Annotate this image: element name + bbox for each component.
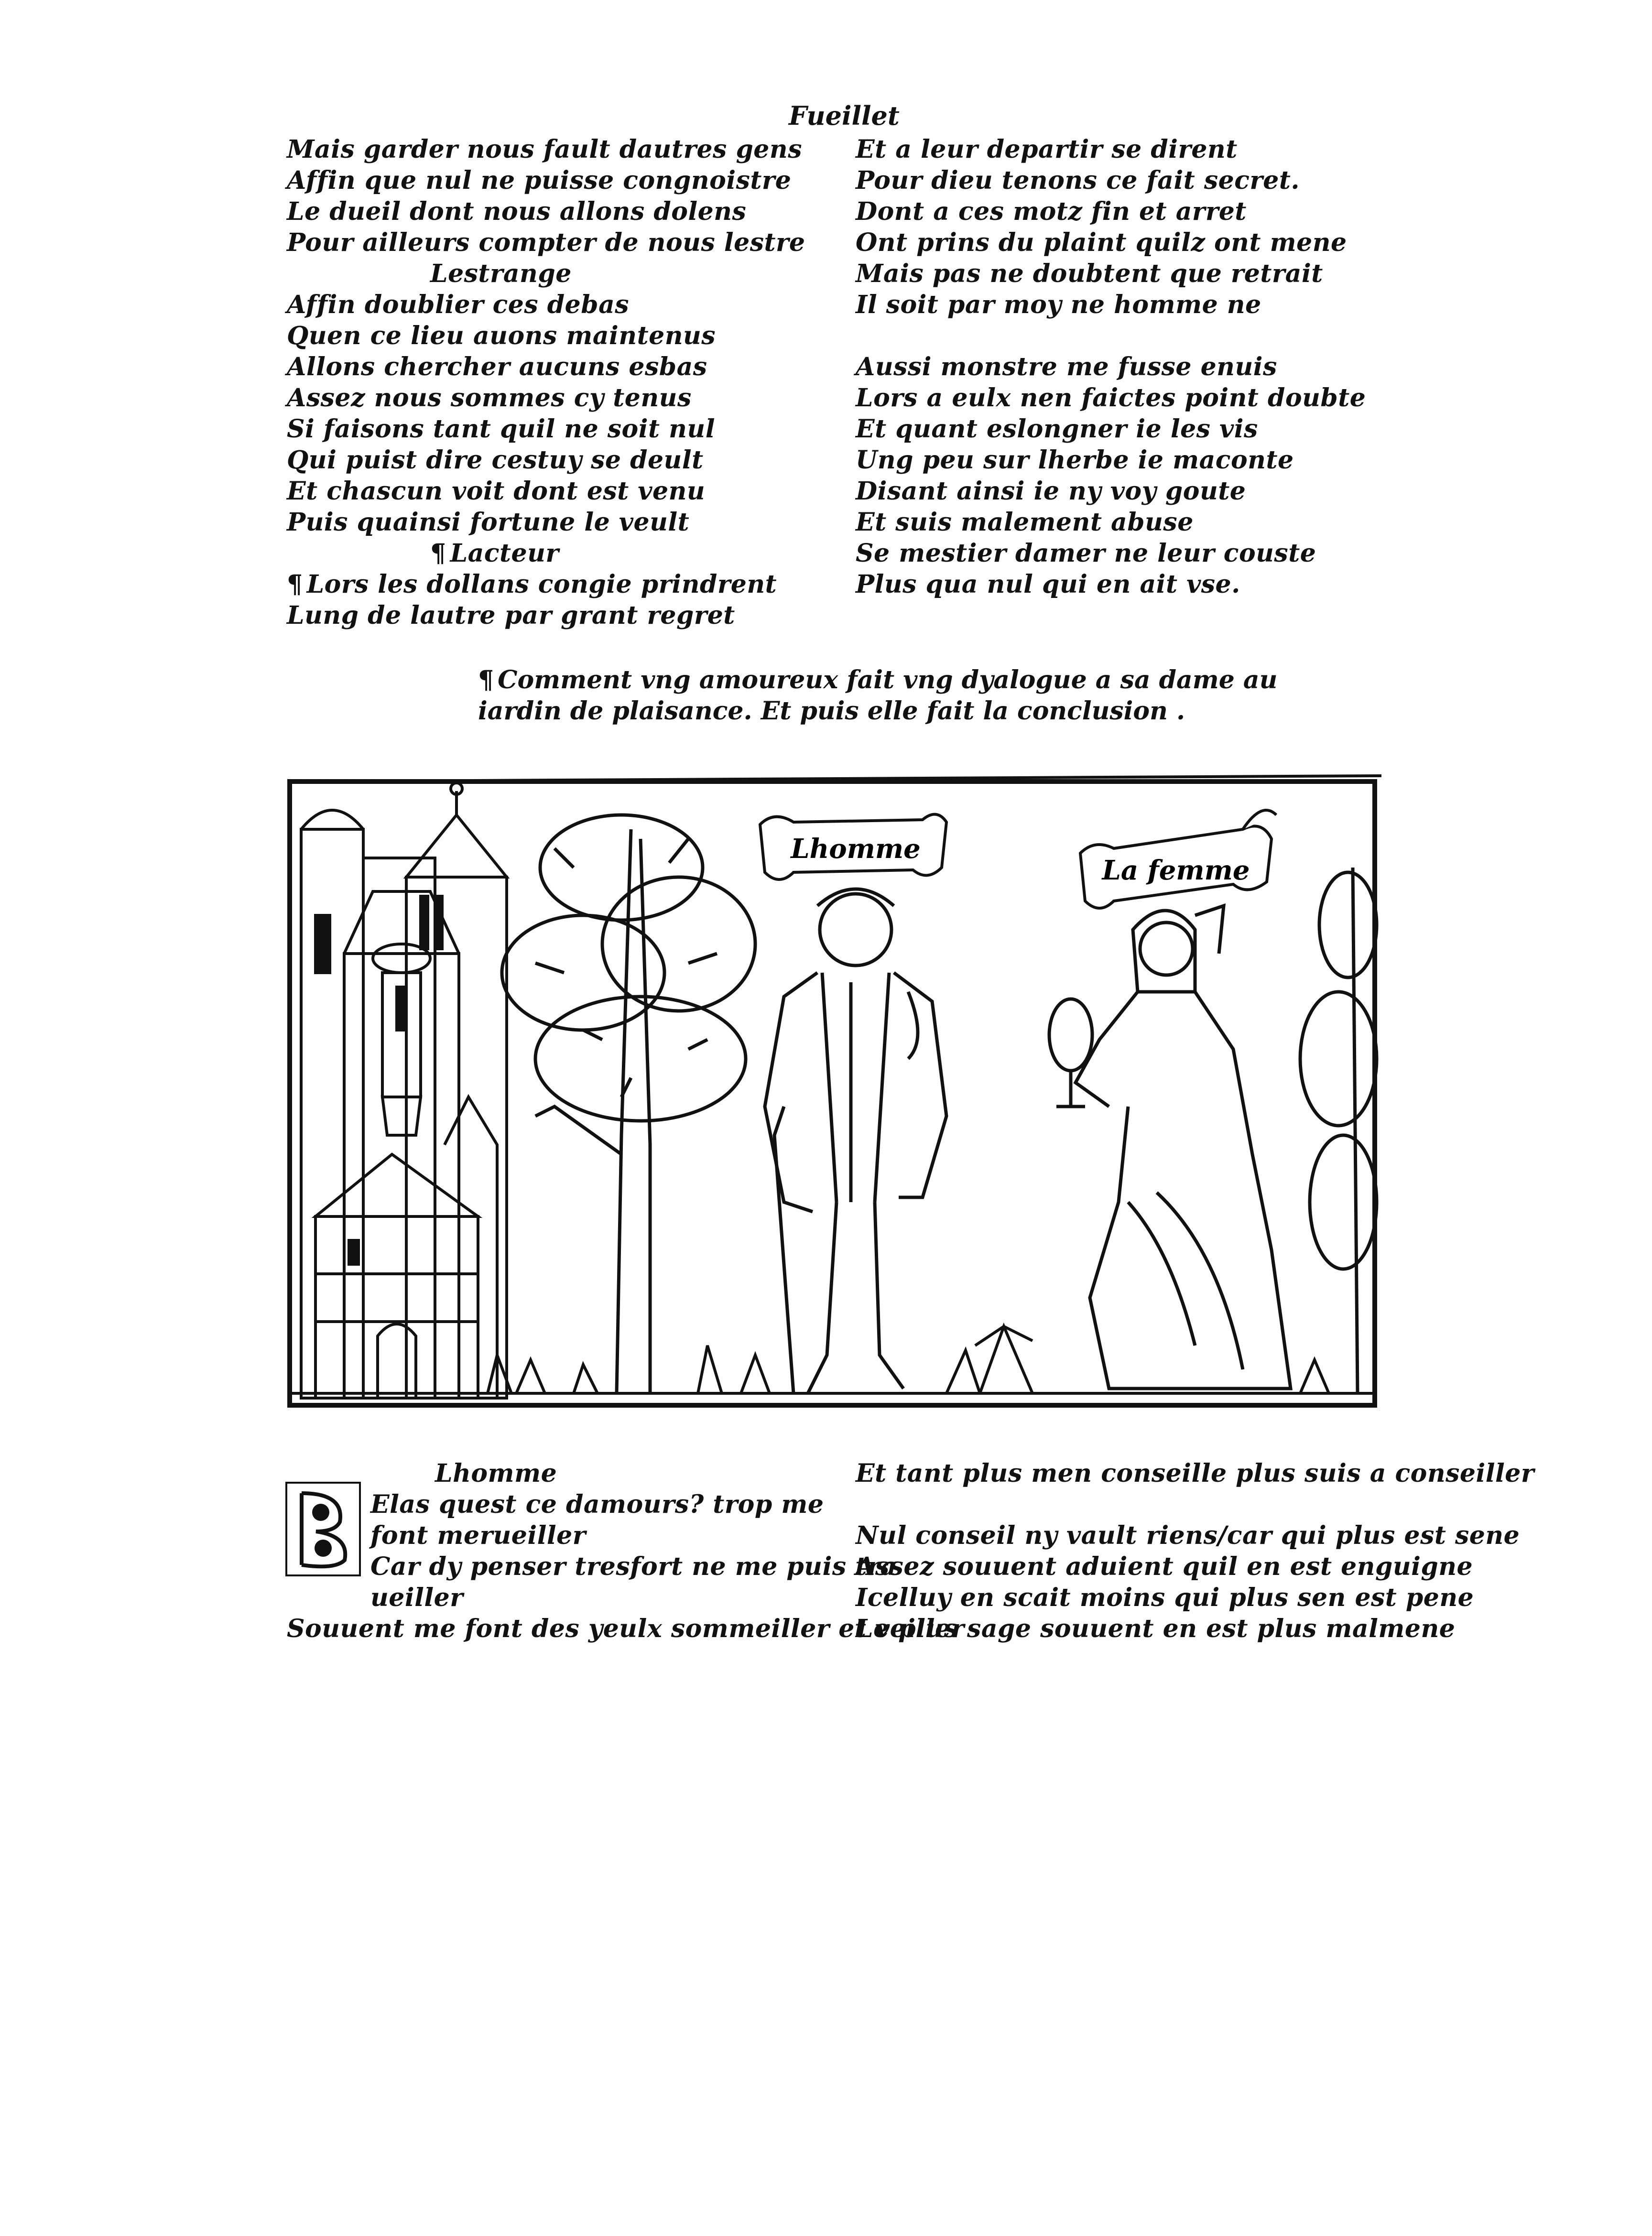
chapter-heading	[478, 664, 1277, 727]
verse-line	[856, 258, 1334, 289]
verse-text: Lestrange	[430, 259, 572, 288]
verse-text: Qui puist dire cestuy se deult	[287, 445, 704, 475]
verse-text: Lung de lautre par grant regret	[287, 601, 735, 630]
verse-line: Elas quest ce damours? trop me	[370, 1490, 824, 1519]
speaker-label: Lhomme	[435, 1459, 557, 1488]
verse-text: Ont prins du plaint quilz ont mene	[856, 228, 1347, 257]
verse-text: Icelluy en scait moins qui plus sen est pene	[856, 1583, 1474, 1612]
verse-line	[287, 476, 837, 507]
verse-line	[856, 134, 1334, 165]
verse-line	[287, 289, 837, 320]
verse-line: Souuent me font des yeulx sommeiller et veiller	[287, 1614, 965, 1643]
verse-line	[856, 1551, 1473, 1582]
verse-line	[856, 320, 1334, 351]
verse-text: Lacteur	[450, 539, 559, 568]
top-right-verse-column	[856, 134, 1366, 600]
verse-text: Mais garder nous fault dautres gens	[287, 135, 802, 164]
verse-text: Si faisons tant quil ne soit nul	[287, 414, 715, 444]
verse-line	[856, 569, 1334, 600]
top-left-verse-column	[287, 134, 837, 631]
verse-line	[287, 413, 837, 445]
verse-line	[287, 382, 837, 413]
verse-line	[856, 1520, 1520, 1551]
verse-text: Pour ailleurs compter de nous lestre	[287, 228, 805, 257]
verse-text: Et a leur departir se dirent	[856, 135, 1238, 164]
verse-text: Plus qua nul qui en ait vse.	[856, 570, 1240, 599]
heading-line-1: Comment vng amoureux fait vng dyalogue a sa dame au	[498, 665, 1278, 695]
verse-line	[856, 165, 1334, 196]
verse-text: Et chascun voit dont est venu	[287, 477, 706, 506]
verse-line	[856, 445, 1334, 476]
verse-line: Car dy penser tresfort ne me puis tra	[370, 1552, 897, 1581]
running-head: Fueillet	[789, 100, 900, 131]
verse-line	[856, 507, 1334, 538]
verse-text: Affin doublier ces debas	[287, 290, 630, 319]
verse-line	[287, 258, 837, 289]
verse-line	[856, 538, 1334, 569]
banner-right-label: La femme	[1102, 855, 1250, 886]
verse-line	[856, 351, 1334, 382]
verse-text: Lors a eulx nen faictes point doubte	[856, 383, 1366, 412]
verse-line: ueiller	[370, 1583, 464, 1612]
verse-text: Puis quainsi fortune le veult	[287, 508, 690, 537]
verse-line	[856, 196, 1334, 227]
verse-text: Allons chercher aucuns esbas	[287, 352, 707, 381]
verse-text: Et tant plus men conseille plus suis a conseiller	[856, 1459, 1534, 1488]
verse-line	[287, 227, 837, 258]
verse-line	[287, 134, 837, 165]
verse-text: Quen ce lieu auons maintenus	[287, 321, 716, 350]
verse-line	[287, 445, 837, 476]
woodcut-illustration	[287, 772, 1381, 1412]
verse-line	[856, 1613, 1456, 1644]
verse-text: Assez souuent aduient quil en est enguigne	[856, 1552, 1473, 1581]
verse-text: Ung peu sur lherbe ie maconte	[856, 445, 1294, 475]
verse-line	[287, 569, 837, 600]
verse-line	[287, 196, 837, 227]
verse-text: Le plus sage souuent en est plus malmene	[856, 1614, 1456, 1643]
verse-text: Et suis malement abuse	[856, 508, 1194, 537]
verse-text: Assez nous sommes cy tenus	[287, 383, 692, 412]
verse-text: Disant ainsi ie ny voy goute	[856, 477, 1246, 506]
heading-line-2: iardin de plaisance. Et puis elle fait la conclusion .	[478, 696, 1185, 726]
verse-line	[287, 165, 837, 196]
verse-line	[287, 538, 837, 569]
decorated-initial-icon	[285, 1482, 361, 1576]
verse-line	[287, 320, 837, 351]
pilcrow-mark: ¶	[478, 665, 494, 695]
verse-text: Le dueil dont nous allons dolens	[287, 197, 747, 226]
banner-left-label: Lhomme	[791, 833, 921, 865]
verse-text: Pour dieu tenons ce fait secret.	[856, 166, 1300, 195]
verse-text: Mais pas ne doubtent que retrait	[856, 259, 1323, 288]
verse-line	[287, 507, 837, 538]
verse-line	[856, 476, 1334, 507]
pilcrow-mark: ¶	[430, 539, 446, 568]
verse-text: Affin que nul ne puisse congnoistre	[287, 166, 792, 195]
verse-line	[856, 413, 1334, 445]
verse-text: Et quant eslongner ie les vis	[856, 414, 1258, 444]
verse-text: Aussi monstre me fusse enuis	[856, 352, 1277, 381]
verse-line	[856, 1458, 1534, 1489]
verse-line	[856, 227, 1347, 258]
verse-line	[856, 382, 1366, 413]
verse-line: font merueiller	[370, 1521, 586, 1550]
verse-text: Se mestier damer ne leur couste	[856, 539, 1316, 568]
bottom-right-verse-column	[856, 1458, 1534, 1644]
verse-text: Dont a ces motz fin et arret	[856, 197, 1247, 226]
verse-line	[287, 600, 837, 631]
verse-line	[287, 351, 837, 382]
verse-line	[856, 1582, 1474, 1613]
verse-text: Lors les dollans congie prindrent	[306, 570, 777, 599]
woodcut-svg	[287, 772, 1381, 1412]
verse-text: Nul conseil ny vault riens/car qui plus est sene	[856, 1521, 1520, 1550]
verse-text: Il soit par moy ne homme ne	[856, 290, 1261, 319]
verse-line	[856, 1489, 1381, 1520]
bottom-left-verse-column	[287, 1458, 965, 1644]
pilcrow-mark: ¶	[287, 570, 303, 599]
verse-line	[856, 289, 1334, 320]
